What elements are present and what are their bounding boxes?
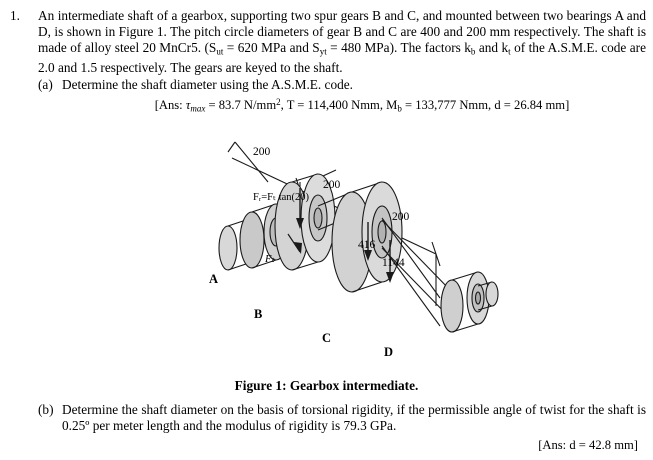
figure-caption: Figure 1: Gearbox intermediate. — [234, 378, 419, 393]
stem-sub-sut: ut — [216, 46, 224, 57]
stem-sub-kt: t — [508, 46, 511, 57]
question-number: 1. — [10, 8, 20, 23]
ans-rest-1: , T = 114,400 Nmm, M — [280, 98, 398, 113]
label-force-expression: Fᵣ=Fₜ tan(20) — [253, 192, 310, 203]
leader-tick-left — [228, 142, 235, 152]
ans-rest-sub: b — [397, 103, 402, 114]
stem-text-1: An intermediate shaft of a gearbox, supporting two spur gears B and C, and mounted between two bearings A and D, is shown in Figure 1. The pitch circle diameters of gear B and C are 400 and 200 mm respectively. The shaft is made of alloy steel 20 MnCr5. (S — [38, 8, 646, 56]
gearbox-diagram-svg — [0, 130, 653, 380]
ans-prefix: [Ans: — [154, 98, 186, 113]
label-dim-200-mid: 200 — [323, 179, 341, 191]
ans-rest-2: = 133,777 Nmm, d = 26.84 mm] — [401, 98, 570, 113]
label-gear-b: B — [254, 307, 263, 321]
bearing-d-left-face — [441, 280, 463, 332]
figure-gearbox-intermediate — [0, 130, 653, 380]
stem-text-3: = 480 MPa). The factors k — [326, 40, 471, 56]
label-dim-200-left: 200 — [253, 146, 271, 158]
shaft-left-end-face — [219, 226, 237, 270]
part-a-row — [38, 77, 646, 93]
gear-c-bore — [378, 221, 386, 243]
label-dim-200-right: 200 — [392, 211, 410, 223]
bearing-a-outer-left — [240, 212, 264, 268]
label-force-tangential: Fₜ — [265, 254, 275, 265]
stem-text-4: and k — [475, 40, 509, 56]
question-block — [10, 8, 646, 117]
question-row — [10, 8, 646, 117]
part-a-label: (a) — [38, 77, 53, 93]
part-b-text: Determine the shaft diameter on the basis of torsional rigidity, if the permissible angle of twist for the shaft is 0.25º per meter length and the modulus of rigidity is 79.3 GPa. — [62, 402, 646, 434]
bearing-d-center — [476, 292, 481, 304]
part-b-label: (b) — [38, 402, 54, 417]
stem-sub-syt: yt — [319, 46, 327, 57]
part-a-answer — [38, 94, 646, 116]
stem-text-2: = 620 MPa and S — [223, 40, 320, 56]
ans-tau-value: = 83.7 N/mm — [205, 98, 277, 113]
stem-sub-kb: b — [470, 46, 476, 57]
part-a-text: Determine the shaft diameter using the A.S.M.E. code. — [62, 77, 353, 93]
question-stem — [38, 8, 646, 76]
shaft-right-end-face — [486, 282, 498, 306]
question-body — [38, 8, 646, 117]
ans-tau-symbol: τ — [185, 98, 191, 113]
part-b-answer: [Ans: d = 42.8 mm] — [538, 437, 638, 452]
ans-tau-sub: max — [190, 103, 206, 114]
label-bearing-a: A — [209, 272, 219, 286]
part-b-row — [10, 402, 646, 435]
gear-b-bore — [314, 208, 322, 228]
label-load-416: 416 — [358, 239, 376, 251]
label-load-1144: 1144 — [382, 257, 405, 269]
ans-tau-sup: 2 — [276, 97, 281, 108]
label-gear-c: C — [322, 331, 332, 345]
label-bearing-d: D — [384, 345, 394, 359]
stem-text-5: of the A.S.M.E. code are 2.0 and 1.5 respectively. The gears are keyed to the shaft. — [38, 40, 647, 75]
part-b-block — [10, 402, 646, 453]
